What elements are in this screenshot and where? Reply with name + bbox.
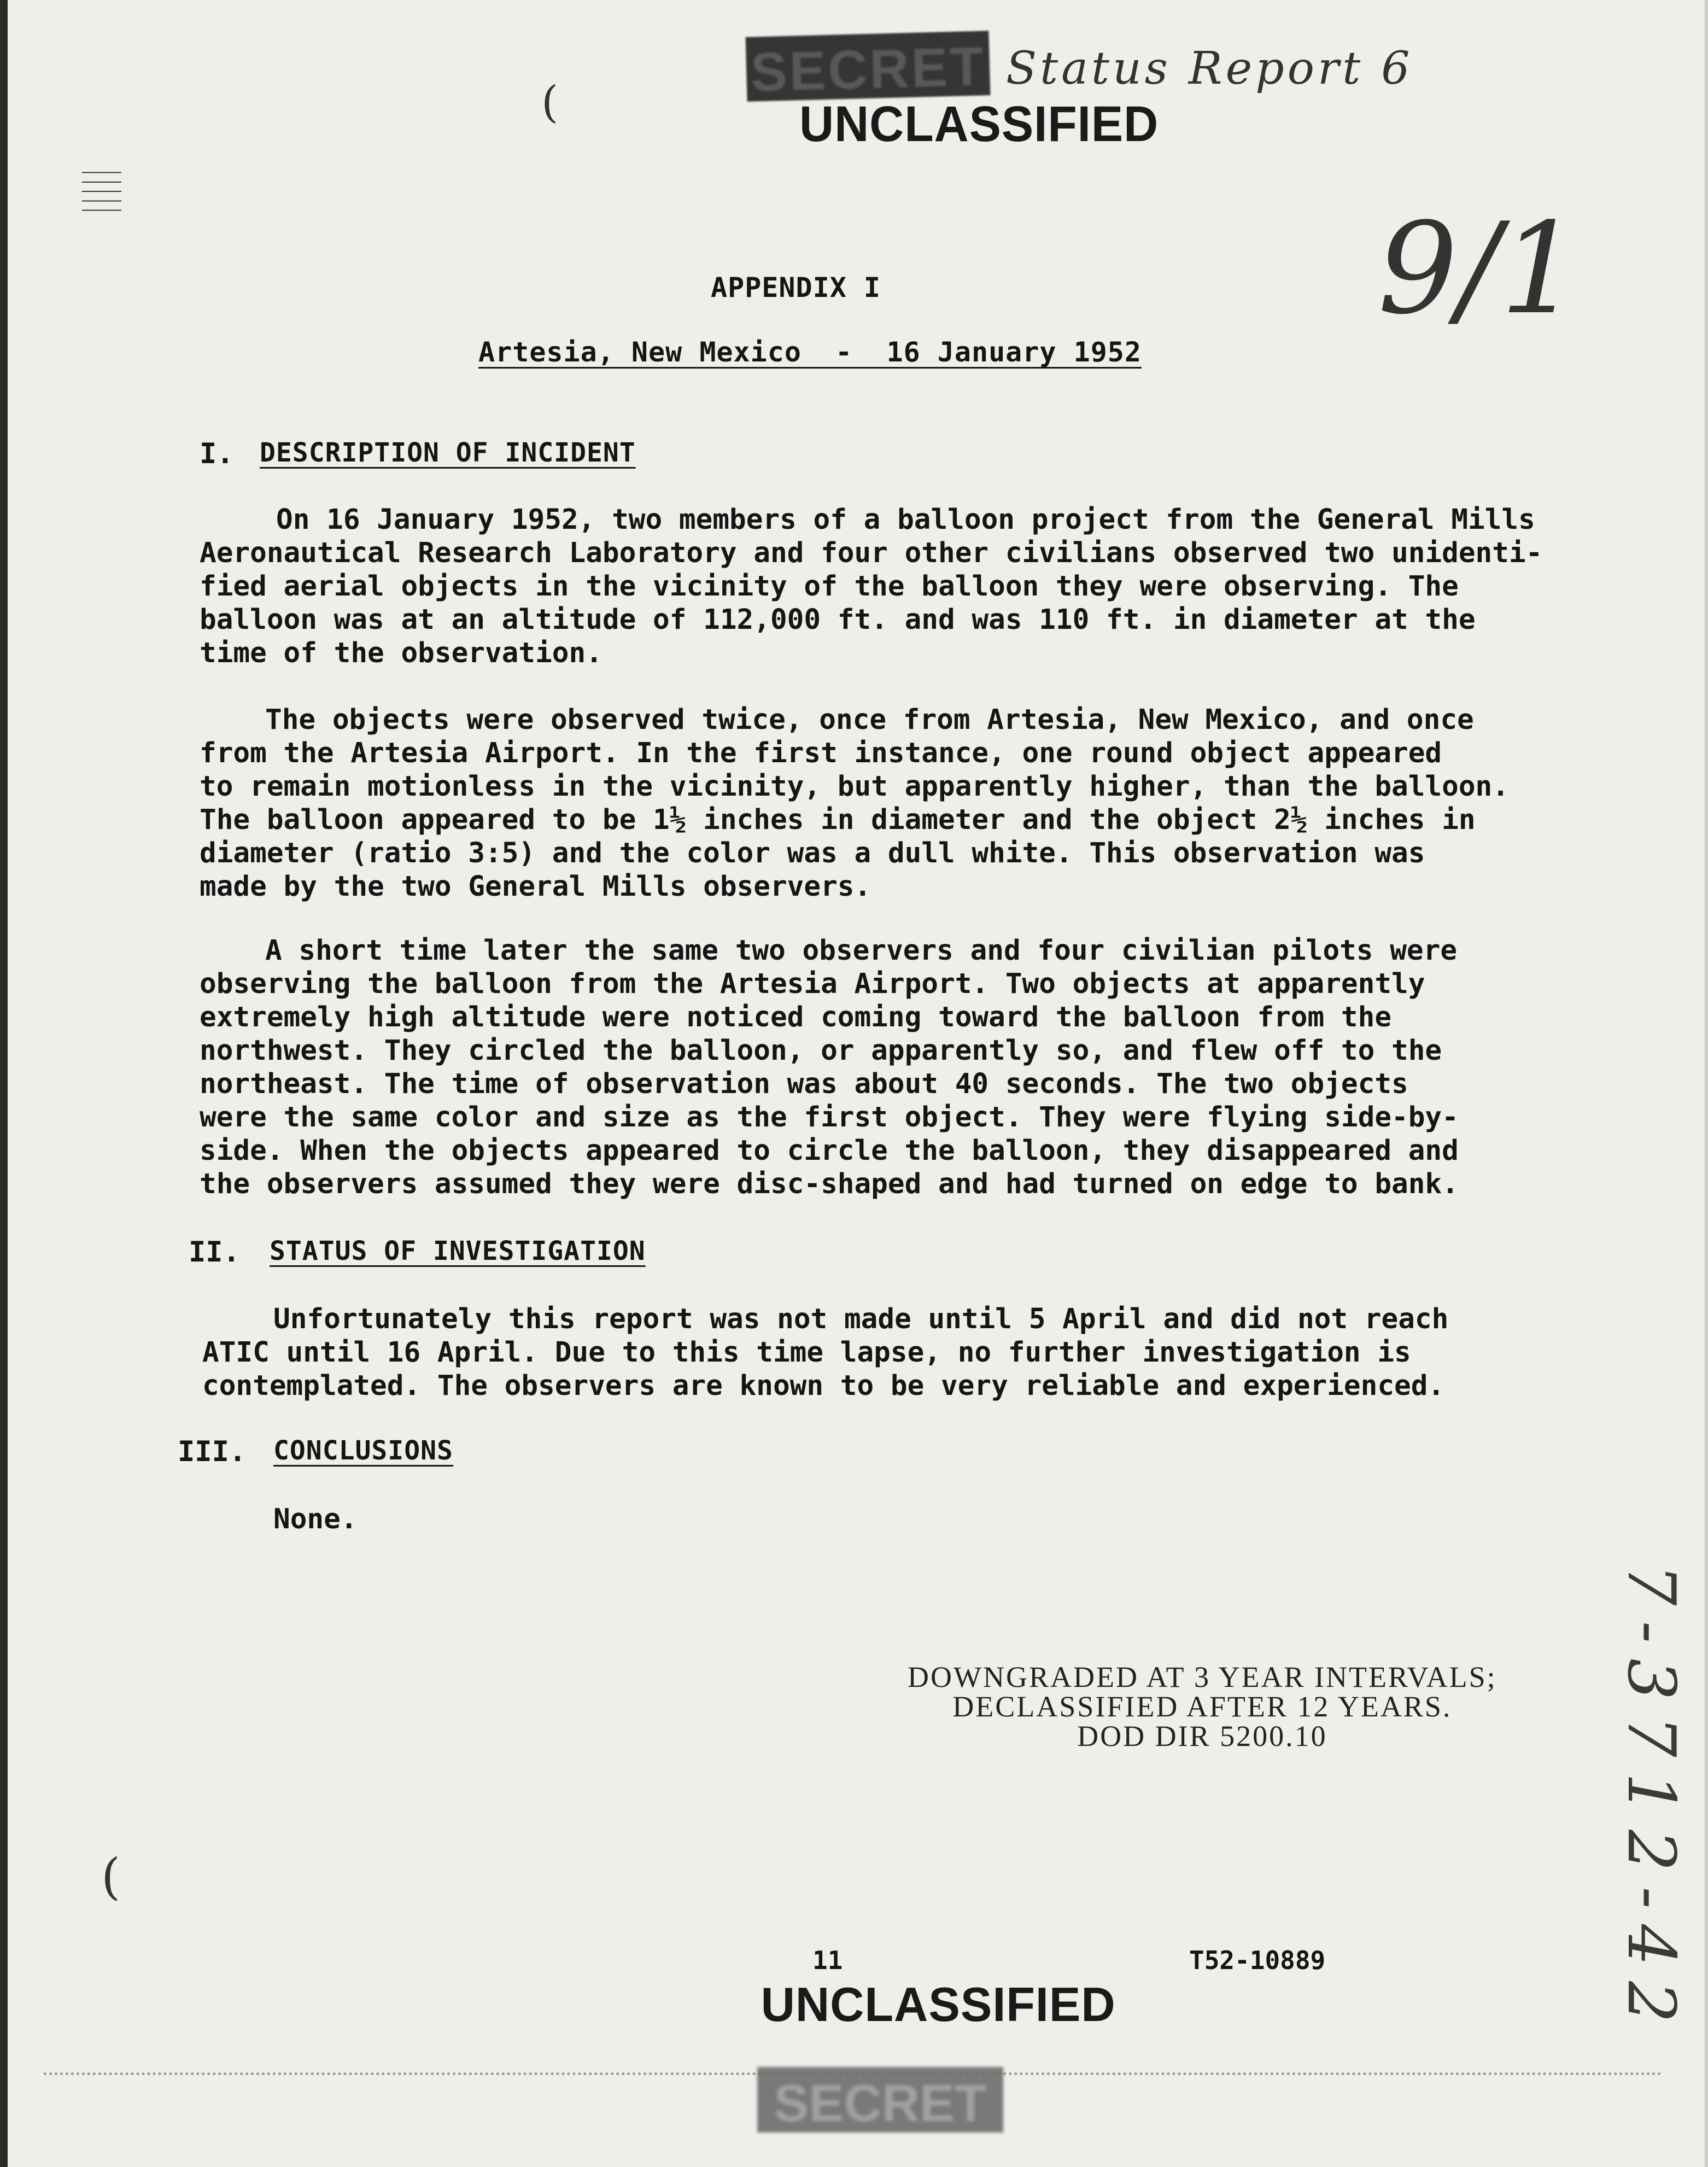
paragraph (194, 1302, 1448, 1403)
text-line: balloon was at an altitude of 112,000 ft. and was 110 ft. in diameter at the (200, 604, 1476, 636)
text-line: made by the two General Mills observers. (200, 871, 871, 903)
stamp-line: DOWNGRADED AT 3 YEAR INTERVALS; (908, 1661, 1497, 1693)
text-line: northwest. They circled the balloon, or apparently so, and flew off to the (200, 1035, 1442, 1067)
text-line: were the same color and size as the first object. They were flying side-by- (200, 1101, 1459, 1134)
scan-mark: ( (101, 1848, 121, 1906)
text-line: fied aerial objects in the vicinity of the balloon they were observing. The (200, 570, 1459, 603)
text-line: extremely high altitude were noticed coming toward the balloon from the (200, 1001, 1392, 1033)
stamp-line: DOD DIR 5200.10 (1077, 1720, 1327, 1753)
appendix-title: APPENDIX I (711, 272, 881, 303)
text-line: Aeronautical Research Laboratory and four other civilians observed two unidenti- (200, 537, 1543, 569)
text-line: On 16 January 1952, two members of a balloon project from the General Mills (276, 504, 1535, 536)
handwritten-status-note: Status Report 6 (1006, 43, 1413, 95)
text-line: diameter (ratio 3:5) and the color was a dull white. This observation was (200, 837, 1425, 869)
text-line: contemplated. The observers are known to be very reliable and experienced. (202, 1370, 1445, 1402)
text-line: observing the balloon from the Artesia Airport. Two objects at apparently (200, 968, 1425, 1000)
text-line: The objects were observed twice, once from Artesia, New Mexico, and once (265, 704, 1474, 736)
text-line: from the Artesia Airport. In the first instance, one round object appeared (200, 737, 1442, 769)
paragraph (200, 934, 1459, 1201)
section-title: CONCLUSIONS (273, 1435, 453, 1466)
redacted-stamp-text: SECRET (750, 36, 986, 103)
stamp-line: DECLASSIFIED AFTER 12 YEARS. (952, 1690, 1452, 1723)
redacted-stamp-text: SECRET (774, 2074, 987, 2133)
text-line: ATIC until 16 April. Due to this time lapse, no further investigation is (202, 1336, 1411, 1369)
redacted-secret-stamp-bottom (757, 2067, 1003, 2133)
section-number: II. (189, 1236, 240, 1269)
section-number: I. (200, 437, 234, 470)
downgrade-declassification-stamp (908, 1662, 1497, 1751)
text-line: to remain motionless in the vicinity, but apparently higher, than the balloon. (200, 770, 1509, 803)
redacted-secret-stamp (746, 31, 991, 102)
location-date-line: Artesia, New Mexico - 16 January 1952 (478, 336, 1142, 368)
classification-stamp-bottom: UNCLASSIFIED (761, 1977, 1116, 2031)
paragraph (200, 503, 1542, 670)
classification-stamp-top: UNCLASSIFIED (799, 96, 1159, 152)
text-line: time of the observation. (200, 637, 603, 669)
paragraph (273, 1503, 358, 1536)
text-line: northeast. The time of observation was about 40 seconds. The two objects (200, 1068, 1408, 1100)
section-title: DESCRIPTION OF INCIDENT (260, 437, 636, 468)
section-title: STATUS OF INVESTIGATION (270, 1236, 646, 1266)
handwritten-file-mark: 9/1 (1378, 196, 1581, 342)
text-line: The balloon appeared to be 1½ inches in diameter and the object 2½ inches in (200, 804, 1476, 836)
scan-mark: 𝄚 (82, 164, 121, 221)
scan-mark: ( (541, 77, 559, 127)
handwritten-vertical-number: 7-3712-42 (1613, 1564, 1689, 2039)
text-line: A short time later the same two observers and four civilian pilots were (265, 934, 1458, 967)
section-number: III. (178, 1435, 247, 1468)
document-number: T52-10889 (1189, 1946, 1326, 1975)
text-line: None. (273, 1503, 358, 1535)
text-line: the observers assumed they were disc-shaped and had turned on edge to bank. (200, 1168, 1459, 1200)
paragraph (200, 703, 1509, 903)
page-number: 11 (812, 1946, 843, 1975)
text-line: side. When the objects appeared to circle the balloon, they disappeared and (200, 1135, 1459, 1167)
text-line: Unfortunately this report was not made until 5 April and did not reach (273, 1303, 1449, 1335)
